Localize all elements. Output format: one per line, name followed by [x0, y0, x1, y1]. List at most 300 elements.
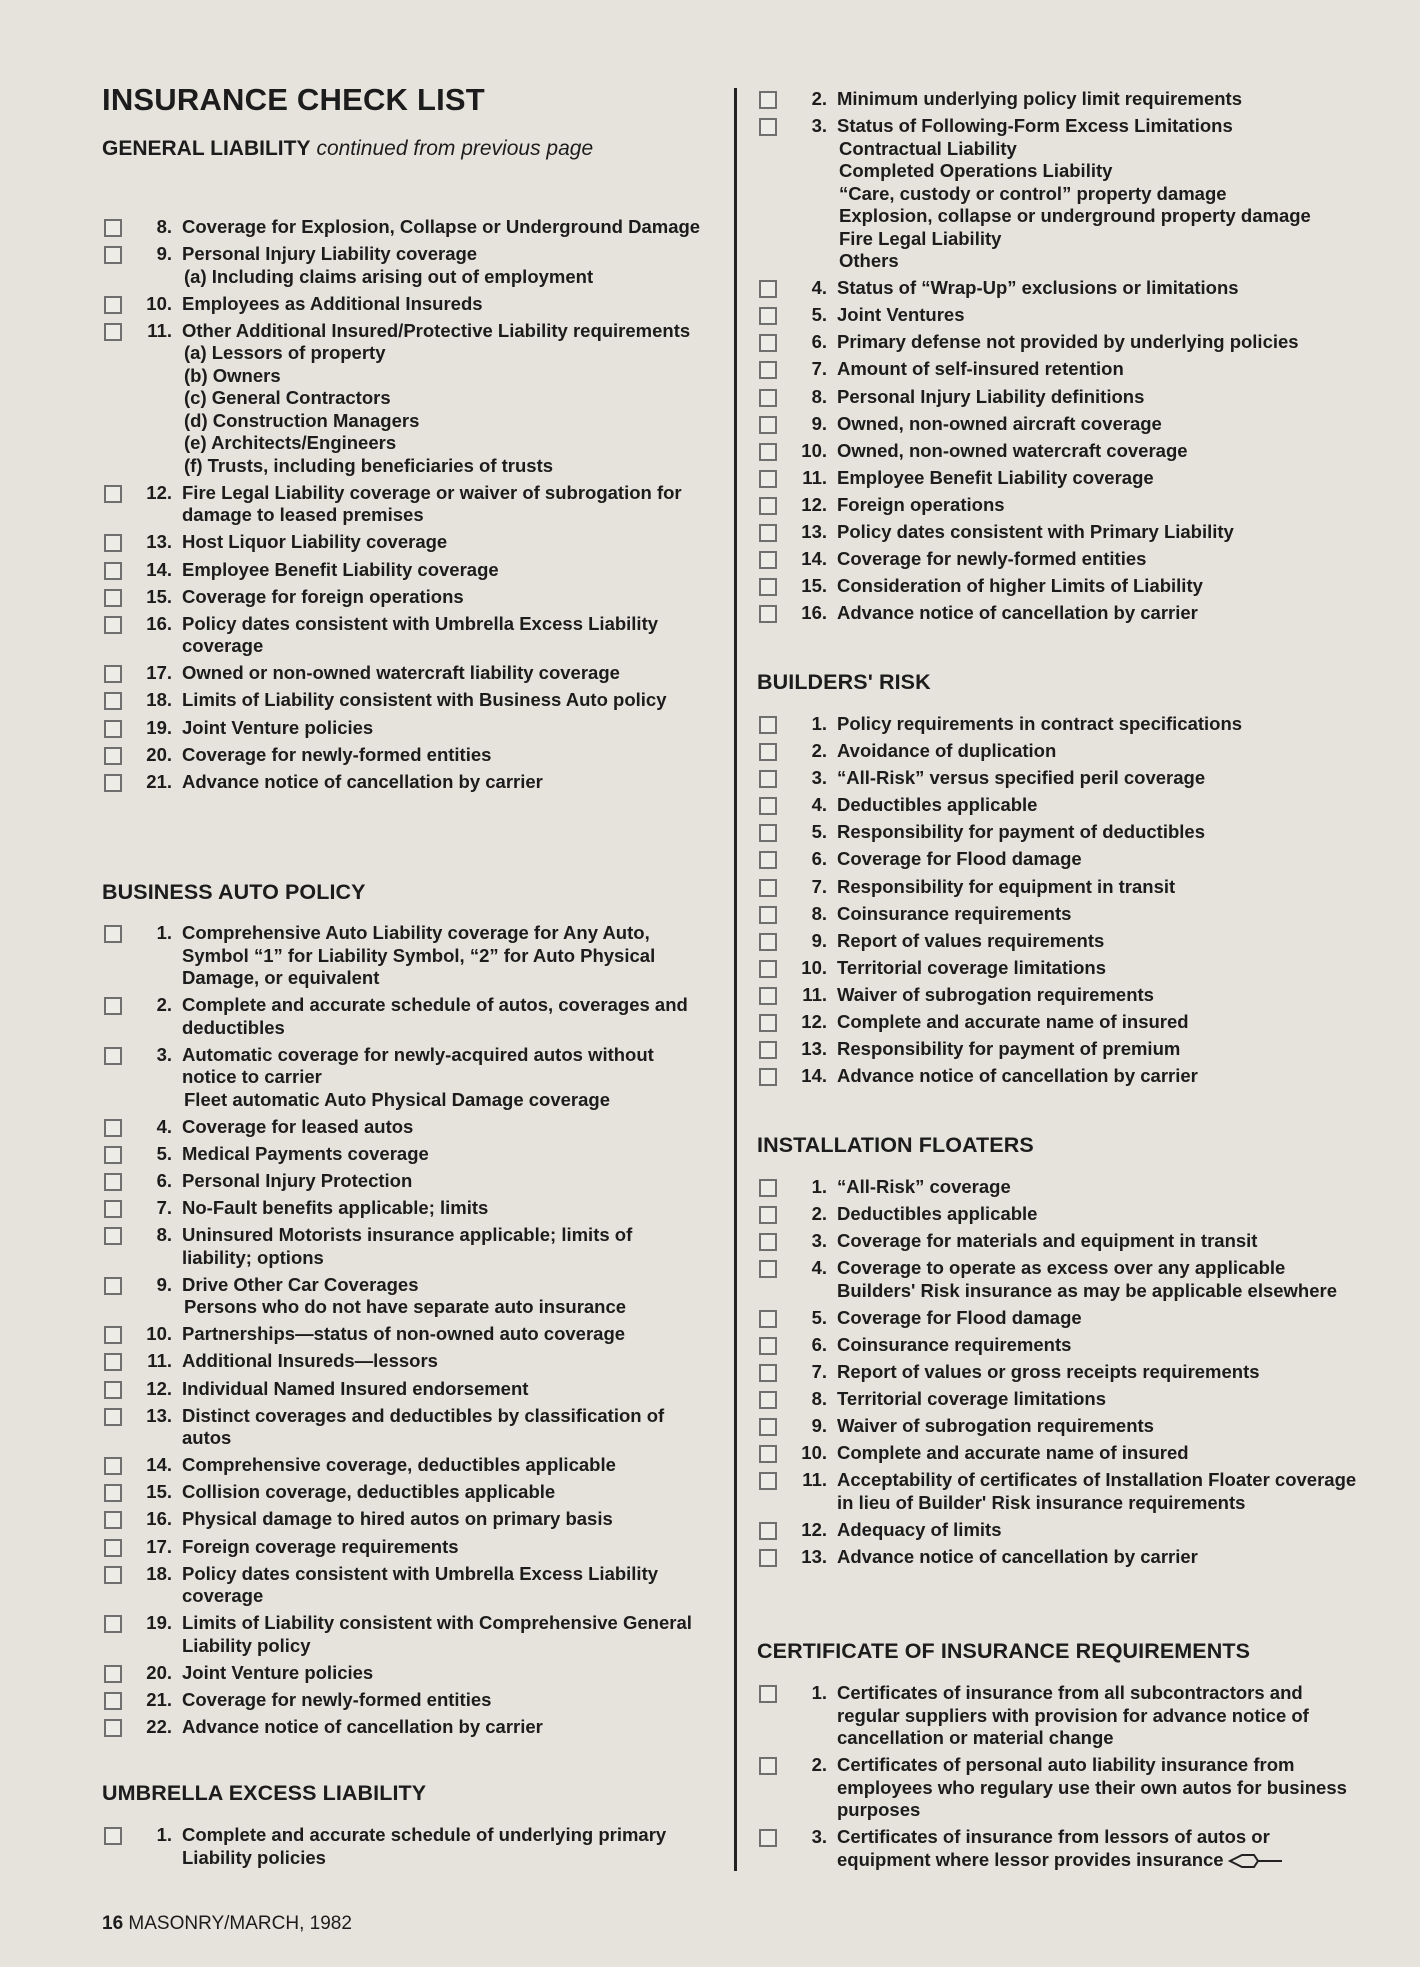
- item-number: 9.: [811, 1415, 827, 1437]
- item-text: Personal Injury Liability definitions: [837, 385, 1145, 407]
- checklist-item: [757, 1065, 1367, 1088]
- item-text: Amount of self-insured retention: [837, 358, 1124, 380]
- checklist-item: [102, 1563, 707, 1608]
- subtitle-lead: GENERAL LIABILITY: [102, 137, 311, 160]
- checklist-item: [102, 1224, 707, 1269]
- checkbox[interactable]: [759, 1829, 777, 1847]
- item-text: Deductibles applicable: [837, 1203, 1038, 1225]
- checkbox[interactable]: [759, 1549, 777, 1567]
- checklist-item: [757, 1415, 1367, 1438]
- item-text: Foreign coverage requirements: [182, 1535, 459, 1557]
- checkbox[interactable]: [759, 960, 777, 978]
- item-number: 8.: [811, 385, 827, 407]
- page-footer: [102, 1913, 352, 1935]
- item-text: Coverage for newly-formed entities: [182, 1688, 492, 1710]
- checkbox[interactable]: [759, 797, 777, 815]
- checklist-item: [757, 1519, 1367, 1542]
- checkbox[interactable]: [104, 1173, 122, 1191]
- item-number: 13.: [801, 521, 827, 543]
- item-text: Responsibility for payment of deductibles: [837, 821, 1205, 843]
- item-number: 5.: [811, 1306, 827, 1328]
- item-text: Joint Venture policies: [182, 716, 374, 738]
- item-number: 11.: [802, 983, 827, 1005]
- checkbox[interactable]: [759, 1757, 777, 1775]
- checkbox[interactable]: [104, 692, 122, 710]
- item-subpoint: Explosion, collapse or underground property damage: [839, 205, 1311, 227]
- section-heading-business-auto: BUSINESS AUTO POLICY: [102, 880, 366, 904]
- checklist-item: [757, 1307, 1367, 1330]
- item-number: 1.: [811, 1176, 827, 1197]
- item-subpoint: Persons who do not have separate auto insurance: [184, 1296, 627, 1318]
- item-number: 11.: [147, 319, 172, 341]
- checklist-item: [102, 1378, 707, 1401]
- checkbox[interactable]: [104, 720, 122, 738]
- checkbox[interactable]: [759, 524, 777, 542]
- page-title: INSURANCE CHECK LIST: [102, 82, 485, 117]
- item-text: Personal Injury Liability coverage: [182, 243, 478, 265]
- checkbox[interactable]: [104, 774, 122, 792]
- item-number: 11.: [147, 1350, 172, 1372]
- item-number: 8.: [156, 216, 172, 237]
- item-subpoint: Others: [839, 250, 899, 272]
- checklist-item: [757, 602, 1367, 625]
- item-subpoint: (e) Architects/Engineers: [184, 432, 397, 454]
- item-text: Complete and accurate name of insured: [837, 1011, 1189, 1033]
- checklist-item: [102, 1824, 707, 1869]
- checkbox[interactable]: [759, 361, 777, 379]
- checkbox[interactable]: [759, 91, 777, 109]
- item-text: Joint Venture policies: [182, 1661, 374, 1683]
- checklist-item: [757, 1334, 1367, 1357]
- checkbox[interactable]: [104, 1665, 122, 1683]
- item-number: 10.: [146, 1323, 172, 1345]
- checklist-item: [757, 440, 1367, 463]
- item-number: 11.: [802, 466, 827, 488]
- item-subpoint: (b) Owners: [184, 364, 281, 386]
- item-text: Territorial coverage limitations: [837, 1388, 1107, 1410]
- checkbox[interactable]: [759, 1445, 777, 1463]
- item-text: Employees as Additional Insureds: [182, 292, 483, 314]
- item-number: 13.: [146, 531, 172, 553]
- item-number: 15.: [146, 585, 172, 607]
- checkbox[interactable]: [104, 1566, 122, 1584]
- item-number: 16.: [801, 602, 827, 624]
- item-number: 21.: [146, 1688, 172, 1710]
- item-number: 1.: [811, 713, 827, 734]
- checklist-item: [757, 1388, 1367, 1411]
- checklist-item: [102, 1662, 707, 1685]
- certificate-list: [757, 1682, 1367, 1871]
- item-text: Personal Injury Protection: [182, 1169, 413, 1191]
- item-number: 22.: [146, 1715, 172, 1737]
- checkbox[interactable]: [104, 1047, 122, 1065]
- checkbox[interactable]: [759, 605, 777, 623]
- checkbox[interactable]: [759, 443, 777, 461]
- item-text: Distinct coverages and deductibles by classification of autos: [182, 1404, 665, 1449]
- item-number: 4.: [811, 277, 827, 299]
- checkbox[interactable]: [104, 562, 122, 580]
- item-text: Limits of Liability consistent with Comprehensive General Liability policy: [182, 1612, 692, 1656]
- checkbox[interactable]: [104, 1457, 122, 1475]
- item-number: 14.: [801, 1065, 827, 1087]
- checklist-item: [757, 903, 1367, 926]
- checkbox[interactable]: [759, 578, 777, 596]
- checkbox[interactable]: [104, 1539, 122, 1557]
- item-number: 9.: [811, 412, 827, 434]
- checkbox[interactable]: [759, 1337, 777, 1355]
- checkbox[interactable]: [104, 534, 122, 552]
- item-number: 6.: [811, 331, 827, 353]
- item-subpoint: (f) Trusts, including beneficiaries of trusts: [184, 454, 554, 476]
- checkbox[interactable]: [104, 1353, 122, 1371]
- checklist-item: [102, 1612, 707, 1657]
- checkbox[interactable]: [104, 1146, 122, 1164]
- checkbox[interactable]: [759, 416, 777, 434]
- checkbox[interactable]: [104, 1484, 122, 1502]
- general-liability-section: [102, 216, 707, 798]
- checkbox[interactable]: [104, 1200, 122, 1218]
- checkbox[interactable]: [759, 1418, 777, 1436]
- item-text: Comprehensive Auto Liability coverage for Any Auto, Symbol “1” for Liability Symbol, “2” for Auto Physical Damage, or equivalent: [182, 922, 656, 988]
- checklist-item: [102, 744, 707, 767]
- item-text: Policy requirements in contract specifications: [837, 713, 1243, 734]
- item-text: Coverage for newly-formed entities: [837, 548, 1147, 570]
- item-subpoint: Contractual Liability: [839, 137, 1017, 159]
- business-auto-section: [102, 880, 707, 1743]
- checklist-item: [102, 1274, 707, 1319]
- item-text: Coverage for Flood damage: [837, 1306, 1082, 1328]
- checkbox[interactable]: [104, 1326, 122, 1344]
- item-number: 3.: [811, 767, 827, 789]
- checklist-item: [102, 216, 707, 239]
- item-number: 7.: [156, 1197, 172, 1219]
- item-number: 3.: [811, 1230, 827, 1252]
- checkbox[interactable]: [104, 665, 122, 683]
- checklist-item: [102, 1044, 707, 1112]
- item-number: 10.: [801, 439, 827, 461]
- checkbox[interactable]: [104, 1227, 122, 1245]
- item-number: 13.: [801, 1546, 827, 1568]
- item-number: 12.: [801, 493, 827, 515]
- item-text: Drive Other Car Coverages: [182, 1273, 419, 1295]
- checklist-item: [757, 521, 1367, 544]
- item-text: Waiver of subrogation requirements: [837, 983, 1154, 1005]
- checkbox[interactable]: [104, 246, 122, 264]
- column-divider: [734, 88, 737, 1871]
- checkbox[interactable]: [104, 589, 122, 607]
- item-number: 11.: [802, 1469, 827, 1491]
- checkbox[interactable]: [104, 1119, 122, 1137]
- checkbox[interactable]: [759, 1310, 777, 1328]
- item-text: Minimum underlying policy limit requirements: [837, 88, 1243, 109]
- checkbox[interactable]: [104, 1277, 122, 1295]
- checklist-item: [102, 1323, 707, 1346]
- item-text: Coinsurance requirements: [837, 1333, 1072, 1355]
- checkbox[interactable]: [759, 280, 777, 298]
- page-number: 16: [102, 1913, 124, 1934]
- checkbox[interactable]: [759, 1206, 777, 1224]
- checklist-item: [757, 575, 1367, 598]
- checklist-item: [102, 586, 707, 609]
- section-heading-installation-floaters: INSTALLATION FLOATERS: [757, 1133, 1034, 1157]
- checklist-item: [757, 1038, 1367, 1061]
- item-text: Additional Insureds—lessors: [182, 1350, 438, 1372]
- checkbox[interactable]: [104, 485, 122, 503]
- section-heading-umbrella: UMBRELLA EXCESS LIABILITY: [102, 1781, 427, 1805]
- checklist-item: [757, 740, 1367, 763]
- checklist-item: [102, 994, 707, 1039]
- checklist-item: [102, 531, 707, 554]
- item-text: Employee Benefit Liability coverage: [182, 558, 499, 580]
- item-number: 6.: [811, 848, 827, 870]
- item-text: Host Liquor Liability coverage: [182, 531, 448, 553]
- item-text: Adequacy of limits: [837, 1519, 1002, 1541]
- checkbox[interactable]: [759, 497, 777, 515]
- item-text: Responsibility for payment of premium: [837, 1038, 1181, 1060]
- item-text: Primary defense not provided by underlying policies: [837, 331, 1299, 353]
- checklist-item: [102, 662, 707, 685]
- item-text: Coverage for Flood damage: [837, 848, 1082, 870]
- checklist-item: [102, 1116, 707, 1139]
- checkbox[interactable]: [759, 1364, 777, 1382]
- installation-floaters-section: [757, 1133, 1367, 1573]
- checkbox[interactable]: [759, 1522, 777, 1540]
- item-number: 6.: [156, 1169, 172, 1191]
- checkbox[interactable]: [759, 879, 777, 897]
- checklist-item: [757, 821, 1367, 844]
- checklist-item: [757, 1230, 1367, 1253]
- checklist-item: [757, 413, 1367, 436]
- checklist-item: [102, 293, 707, 316]
- checkbox[interactable]: [759, 334, 777, 352]
- checklist-item: [757, 767, 1367, 790]
- checkbox[interactable]: [759, 906, 777, 924]
- item-number: 2.: [156, 994, 172, 1016]
- checklist-item: [757, 876, 1367, 899]
- item-text: Certificates of personal auto liability insurance from employees who regulary use their own autos for business purposes: [837, 1754, 1347, 1821]
- checkbox[interactable]: [104, 747, 122, 765]
- checkbox[interactable]: [104, 1692, 122, 1710]
- item-number: 3.: [811, 115, 827, 137]
- checkbox[interactable]: [104, 616, 122, 634]
- checklist-item: [102, 1508, 707, 1531]
- item-number: 20.: [146, 1661, 172, 1683]
- checkbox[interactable]: [759, 987, 777, 1005]
- checklist-item: [757, 1011, 1367, 1034]
- checkbox[interactable]: [104, 1719, 122, 1737]
- checkbox[interactable]: [104, 997, 122, 1015]
- item-text: Coverage for newly-formed entities: [182, 743, 492, 765]
- item-text: Partnerships—status of non-owned auto coverage: [182, 1323, 626, 1345]
- checklist-item: [102, 1170, 707, 1193]
- item-number: 10.: [801, 1442, 827, 1464]
- item-text: Owned or non-owned watercraft liability coverage: [182, 662, 620, 684]
- item-number: 19.: [146, 716, 172, 738]
- item-text: Coverage for materials and equipment in transit: [837, 1230, 1258, 1252]
- item-number: 16.: [146, 612, 172, 634]
- item-number: 14.: [801, 548, 827, 570]
- item-text: Advance notice of cancellation by carrier: [837, 1546, 1198, 1568]
- checklist-item: [757, 277, 1367, 300]
- checklist-item: [102, 1536, 707, 1559]
- checklist-item: [102, 320, 707, 478]
- item-text: Policy dates consistent with Umbrella Excess Liability coverage: [182, 612, 659, 657]
- checklist-item: [102, 1689, 707, 1712]
- item-number: 1.: [156, 922, 172, 943]
- item-number: 9.: [156, 1273, 172, 1295]
- item-number: 3.: [156, 1043, 172, 1065]
- item-text: Owned, non-owned aircraft coverage: [837, 412, 1162, 434]
- item-text: “All-Risk” versus specified peril coverage: [837, 767, 1206, 789]
- checkbox[interactable]: [759, 1068, 777, 1086]
- item-number: 13.: [146, 1404, 172, 1426]
- item-number: 16.: [146, 1508, 172, 1530]
- item-text: “All-Risk” coverage: [837, 1176, 1011, 1197]
- checkbox[interactable]: [759, 1260, 777, 1278]
- item-number: 5.: [811, 304, 827, 326]
- checkbox[interactable]: [759, 1685, 777, 1703]
- item-text: Report of values requirements: [837, 929, 1105, 951]
- item-number: 7.: [811, 875, 827, 897]
- item-text: Fire Legal Liability coverage or waiver of subrogation for damage to leased premises: [182, 481, 682, 526]
- builders-risk-section: [757, 670, 1367, 1092]
- item-text: Consideration of higher Limits of Liability: [837, 575, 1203, 597]
- item-text: Status of “Wrap-Up” exclusions or limitations: [837, 277, 1239, 299]
- item-number: 8.: [156, 1224, 172, 1246]
- checkbox[interactable]: [759, 851, 777, 869]
- umbrella-section-left: [102, 1781, 707, 1874]
- checklist-item: [757, 957, 1367, 980]
- item-number: 18.: [146, 1562, 172, 1584]
- checkbox[interactable]: [104, 1615, 122, 1633]
- checkbox[interactable]: [759, 933, 777, 951]
- item-number: 17.: [146, 1535, 172, 1557]
- checkbox[interactable]: [759, 470, 777, 488]
- item-text: Medical Payments coverage: [182, 1142, 429, 1164]
- publication-line: MASONRY/MARCH, 1982: [128, 1913, 352, 1934]
- item-text: Waiver of subrogation requirements: [837, 1415, 1154, 1437]
- item-text: Advance notice of cancellation by carrier: [182, 770, 543, 792]
- item-text: Coverage to operate as excess over any applicable Builders' Risk insurance as may be applicable elsewhere: [837, 1257, 1338, 1301]
- item-text: Automatic coverage for newly-acquired autos without notice to carrier: [182, 1043, 654, 1088]
- item-number: 21.: [146, 770, 172, 792]
- item-text: Individual Named Insured endorsement: [182, 1377, 529, 1399]
- item-text: Certificates of insurance from lessors of autos or equipment where lessor provides insurance: [837, 1826, 1367, 1871]
- item-subpoint: “Care, custody or control” property damage: [839, 182, 1227, 204]
- item-number: 10.: [801, 956, 827, 978]
- item-text: Coverage for leased autos: [182, 1115, 414, 1137]
- checkbox[interactable]: [759, 743, 777, 761]
- item-text: Acceptability of certificates of Installation Floater coverage in lieu of Builder' Risk insurance requirements: [837, 1469, 1357, 1513]
- item-number: 15.: [801, 575, 827, 597]
- checkbox[interactable]: [759, 1179, 777, 1197]
- checkbox[interactable]: [759, 118, 777, 136]
- checkbox[interactable]: [104, 1827, 122, 1845]
- general-liability-list: [102, 216, 707, 793]
- checkbox[interactable]: [104, 925, 122, 943]
- item-text: Other Additional Insured/Protective Liability requirements: [182, 319, 691, 341]
- checkbox[interactable]: [759, 551, 777, 569]
- item-text: Complete and accurate name of insured: [837, 1442, 1189, 1464]
- item-number: 12.: [801, 1519, 827, 1541]
- checklist-item: [757, 848, 1367, 871]
- item-text: Owned, non-owned watercraft coverage: [837, 439, 1188, 461]
- item-text: Complete and accurate schedule of underlying primary Liability policies: [182, 1824, 667, 1868]
- checkbox[interactable]: [759, 1472, 777, 1490]
- checklist-item: [757, 794, 1367, 817]
- checkbox[interactable]: [759, 770, 777, 788]
- checkbox[interactable]: [759, 1014, 777, 1032]
- item-number: 1.: [811, 1682, 827, 1703]
- item-subpoint: Fire Legal Liability: [839, 227, 1002, 249]
- item-number: 14.: [146, 558, 172, 580]
- item-number: 2.: [811, 88, 827, 109]
- item-subpoint: (a) Lessors of property: [184, 342, 386, 364]
- checklist-item: [757, 386, 1367, 409]
- checkbox[interactable]: [104, 1408, 122, 1426]
- checkbox[interactable]: [759, 716, 777, 734]
- checkbox[interactable]: [759, 1391, 777, 1409]
- checklist-item: [102, 1716, 707, 1739]
- checklist-item: [757, 1203, 1367, 1226]
- checklist-item: [757, 1469, 1367, 1514]
- checkbox[interactable]: [104, 296, 122, 314]
- item-text: No-Fault benefits applicable; limits: [182, 1197, 489, 1219]
- item-text: Coinsurance requirements: [837, 902, 1072, 924]
- installation-floaters-list: [757, 1176, 1367, 1569]
- checklist-item: [757, 1546, 1367, 1569]
- item-number: 6.: [811, 1333, 827, 1355]
- checklist-item: [102, 613, 707, 658]
- item-text: Physical damage to hired autos on primary basis: [182, 1508, 613, 1530]
- checklist-item: [757, 331, 1367, 354]
- checkbox[interactable]: [104, 323, 122, 341]
- item-text: Advance notice of cancellation by carrier: [182, 1715, 543, 1737]
- item-text: Advance notice of cancellation by carrier: [837, 1065, 1198, 1087]
- umbrella-list-left: [102, 1824, 707, 1869]
- item-text: Deductibles applicable: [837, 794, 1038, 816]
- item-text: Coverage for foreign operations: [182, 585, 464, 607]
- checklist-item: [102, 1454, 707, 1477]
- item-number: 1.: [156, 1824, 172, 1845]
- checklist-item: [102, 1481, 707, 1504]
- item-text: Policy dates consistent with Umbrella Excess Liability coverage: [182, 1562, 659, 1607]
- checklist-item: [757, 1826, 1367, 1871]
- item-text: Certificates of insurance from all subcontractors and regular suppliers with provision for advance notice of cancellation or material change: [837, 1682, 1309, 1748]
- checkbox[interactable]: [759, 1041, 777, 1059]
- checklist-item: [757, 1754, 1367, 1822]
- item-number: 5.: [156, 1142, 172, 1164]
- item-number: 12.: [801, 1011, 827, 1033]
- checklist-item: [102, 689, 707, 712]
- checkbox[interactable]: [104, 1511, 122, 1529]
- item-number: 7.: [811, 358, 827, 380]
- checklist-item: [102, 1143, 707, 1166]
- item-number: 18.: [146, 689, 172, 711]
- checkbox[interactable]: [759, 307, 777, 325]
- item-number: 12.: [146, 1377, 172, 1399]
- checkbox[interactable]: [104, 1381, 122, 1399]
- checkbox[interactable]: [104, 219, 122, 237]
- checkbox[interactable]: [759, 389, 777, 407]
- checkbox[interactable]: [759, 824, 777, 842]
- checkbox[interactable]: [759, 1233, 777, 1251]
- checklist-item: [757, 984, 1367, 1007]
- subtitle-continued: continued from previous page: [316, 137, 594, 160]
- builders-risk-list: [757, 713, 1367, 1088]
- item-text: Territorial coverage limitations: [837, 956, 1107, 978]
- item-number: 2.: [811, 740, 827, 762]
